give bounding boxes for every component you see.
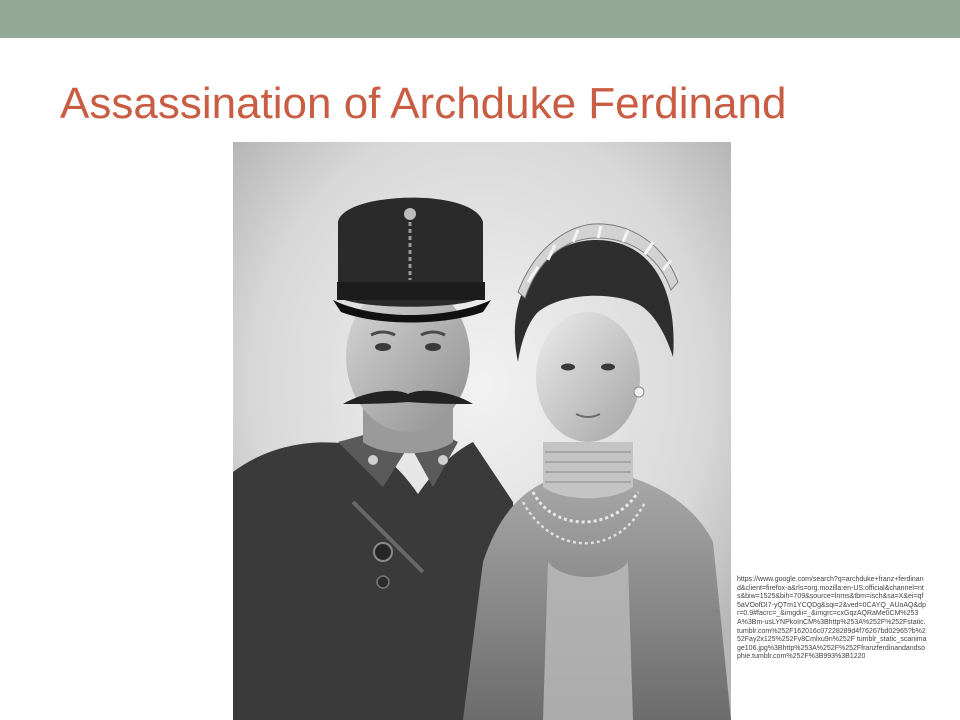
slide-title: Assassination of Archduke Ferdinand — [60, 79, 787, 128]
top-accent-bar — [0, 0, 960, 38]
portrait-photo — [233, 142, 731, 720]
portrait-illustration — [233, 142, 731, 720]
medal-icon — [374, 543, 392, 561]
image-source-url[interactable]: https://www.google.com/search?q=archduke+franz+ferdinand&client=firefox-a&rls=org.mozilla:en-US:official&channel=nts&biw=1525&bih=709&source=lnms&tbm=isch&sa=X&ei=qf5aVOofDI7-yQTm1YCQDg&sqi=2&ved=0CAYQ_AUoAQ&dpr=0.9#facrc=_&imgdii=_&imgrc=cxGqzAQRaMe0CM%253A%3Bm-usLYNPkoInCM%3Bhttp%253A%252F%252Fstatic.tumblr.com%252F162016c07228289d4f76267bd02965?b%252Fay2x125%252Fv8Cmlxu9n%252F tumblr_static_scanimage106.jpg%3Bhttp%253A%252F%252Ffranzferdinandandsophie.tumblr.com%252F%3B993%3B1220 — [737, 576, 927, 661]
woman-face — [536, 312, 640, 442]
